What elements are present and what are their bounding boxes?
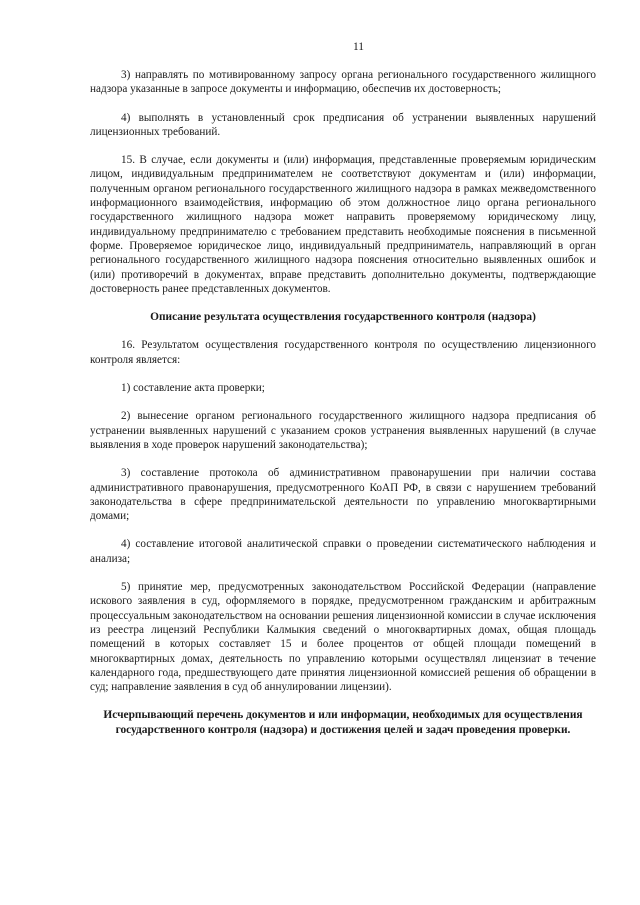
result-item-5: 5) принятие мер, предусмотренных законодательством Российской Федерации (направление искового заявления в суд, оформляемого в порядке, предусмотренном гражданским и арбитражным процессуальным законодательством на основании решения лицензионной комиссии в случае исключения из реестра лицензий Республики Калмыкия сведений о многоквартирных домах, общая площадь помещений в которых составляет 15 и более процентов от общей площади помещений в многоквартирных домах, деятельность по управлению которыми осуществлял лицензиат в течение календарного года, предшествующего дате принятия лицензионной комиссией решения об обращении в суд; направление заявления в суд об аннулировании лицензии). [90,581,596,694]
page-number: 11 [352,41,365,53]
result-item-4: 4) составление итоговой аналитической справки о проведении систематического наблюдения и анализа; [90,538,596,565]
final-heading: Исчерпывающий перечень документов и или информации, необходимых для осуществления государственного контроля (надзора) и достижения целей и задач проведения проверки. [103,709,583,736]
result-item-1: 1) составление акта проверки; [121,382,265,395]
paragraph-item-4: 4) выполнять в установленный срок предписания об устранении выявленных нарушений лицензионных требований. [90,111,596,138]
result-item-2: 2) вынесение органом регионального государственного жилищного надзора предписания об устранении выявленных нарушений с указанием сроков устранения выявленных нарушений (в случае выявления в ходе проверок нарушений законодательства); [90,410,596,451]
section-heading: Описание результата осуществления государственного контроля (надзора) [150,311,536,324]
paragraph-item-3: 3) направлять по мотивированному запросу органа регионального государственного жилищного надзора указанные в запросе документы и информацию, обеспечив их достоверность; [90,69,596,96]
result-item-3: 3) составление протокола об административном правонарушении при наличии состава административного правонарушения, предусмотренного КоАП РФ, в связи с нарушением требований законодательства в сфере предпринимательской деятельности по управлению многоквартирными домами; [90,467,596,523]
paragraph-15: 15. В случае, если документы и (или) информация, представленные проверяемым юридическим лицом, индивидуальным предпринимателем не соответствуют документам и (или) информации, полученным органом регионального государственного жилищного надзора в рамках межведомственного информационного взаимодействия, информацию об этом должностное лицо органа регионального государственного жилищного надзора может направить проверяемому юридическому лицу, индивидуальному предпринимателю с требованием представить необходимые пояснения в письменной форме. Проверяемое юридическое лицо, индивидуальный предприниматель, направляющий в орган регионального государственного жилищного надзора пояснения относительно выявленных ошибок и (или) противоречий в документах, вправе представить дополнительно документы, подтверждающие достоверность ранее представленных документов. [90,154,596,295]
document-page [90,0,596,905]
page-content [90,68,596,737]
paragraph-16: 16. Результатом осуществления государственного контроля по осуществлению лицензионного контроля является: [90,339,596,366]
